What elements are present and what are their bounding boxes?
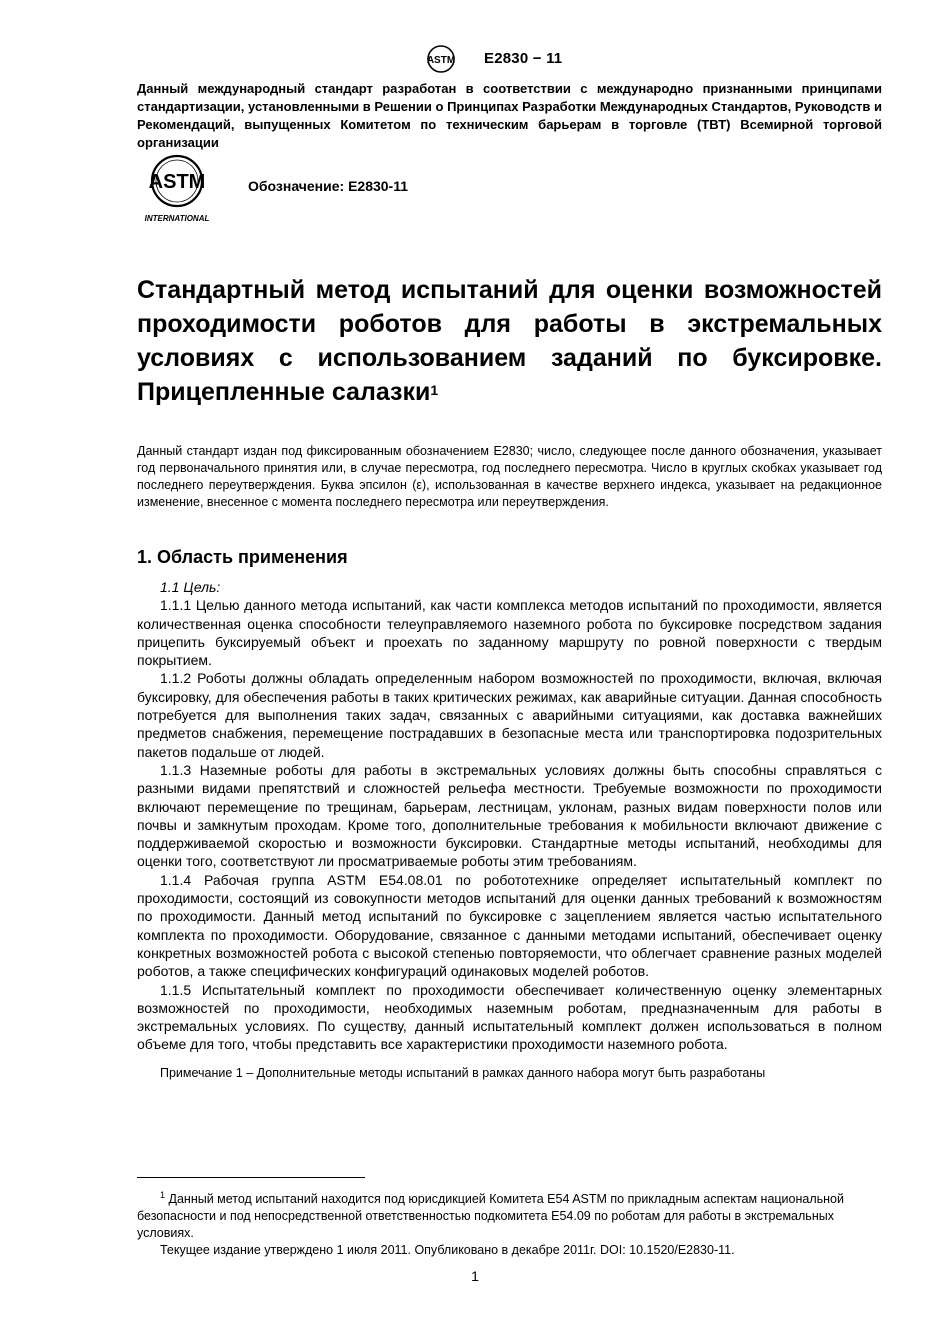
title-text: Стандартный метод испытаний для оценки возможностей проходимости роботов для работы в экстремальных условиях с использованием заданий по буксировке. Прицепленные салазки: [137, 276, 882, 406]
paragraph-1-1-1: 1.1.1 Целью данного метода испытаний, как части комплекса методов испытаний по проходимости, является количественная оценка способности телеуправляемого наземного робота по буксировке посредством задания прицепить буксируемый объект и проехать по заданному маршруту по ровной поверхности с твердым покрытием.: [137, 597, 882, 669]
designation: Обозначение: E2830-11: [248, 178, 409, 194]
footnote-divider: [137, 1177, 365, 1178]
paragraph-1-1-3: 1.1.3 Наземные роботы для работы в экстремальных условиях должны быть способны справляться с разными видами препятствий и сложностей рельефа местности. Требуемые возможности по проходимости включают перемещение по трещинам, барьерам, лестницам, уклонам, разных видам поверхности полов или почвы и замкнутым проходам. Кроме того, дополнительные требования к мобильности включают движение с поддерживаемой скоростью и возможности буксировки. Стандартные методы испытаний, необходимы для оценки того, соответствуют ли просматриваемые роботы этим требованиям.: [137, 761, 882, 870]
paragraph-1-1-4: 1.1.4 Рабочая группа ASTM E54.08.01 по робототехнике определяет испытательный комплект по проходимости, состоящий из совокупности методов испытаний для оценки данных требований к возможностям по проходимости. Данный метод испытаний по буксировке с зацеплением является частью испытательного комплекта по проходимости. Оборудование, связанное с данными методами испытаний, обеспечивает оценку конкретных возможностей робота с высокой степенью повторяемости, что облегчает сравнение разных моделей роботов, а также специфических конфигураций одинаковых моделей роботов.: [137, 871, 882, 980]
astm-international-logo-icon: [136, 153, 218, 225]
section-body: [137, 578, 882, 1082]
preface-paragraph: Данный стандарт издан под фиксированным обозначением E2830; число, следующее после данного обозначения, указывает год первоначального принятия или, в случае пересмотра, год последнего пересмотра. Число в круглых скобках указывает год последнего переутверждения. Буква эпсилон (ε), использованная в качестве верхнего индекса, указывает на редакционное изменение, внесенное с момента последнего пересмотра или переутверждения.: [137, 444, 882, 509]
footnote-body: Данный метод испытаний находится под юрисдикцией Комитета E54 ASTM по прикладным аспектам национальной безопасности и под непосредственной ответственностью подкомитета E54.09 по роботам для работы в экстремальных условиях.: [137, 1192, 844, 1241]
footnote-text: [137, 1187, 882, 1242]
intro-statement: Данный международный стандарт разработан в соответствии с международно признанными принципами стандартизации, установленными в Решении о Принципах Разработки Международных Стандартов, Руководств и Рекомендаций, выпущенных Комитетом по техническим барьерам в торговле (ТВТ) Всемирной торговой организации: [137, 81, 882, 150]
svg-text:INTERNATIONAL: INTERNATIONAL: [144, 214, 210, 223]
header-code: E2830 − 11: [484, 50, 563, 67]
document-title: [137, 273, 882, 409]
note-1: Примечание 1 – Дополнительные методы испытаний в рамках данного набора могут быть разработаны: [160, 1065, 766, 1080]
footnote-edition: Текущее издание утверждено 1 июля 2011. Опубликовано в декабре 2011г. DOI: 10.1520/E2830-11.: [160, 1243, 735, 1258]
astm-small-logo-icon: [424, 44, 458, 74]
page-header: [0, 44, 950, 76]
footnote-marker: 1: [160, 1190, 166, 1200]
svg-text:ASTM: ASTM: [426, 55, 456, 66]
subsection-heading: 1.1 Цель:: [160, 579, 221, 595]
page-number: 1: [471, 1268, 479, 1284]
paragraph-1-1-2: 1.1.2 Роботы должны обладать определенным набором возможностей по проходимости, включая, включая буксировку, для обеспечения работы в таких критических режимах, как аварийные ситуации. Данная способность потребуется для выполнения таких задач, связанных с аварийными ситуациями, как доставка важнейших предметов снабжения, перемещение пострадавших в безопасные места или транспортировка подозрительных пакетов подальше от людей.: [137, 670, 882, 760]
section-heading: 1. Область применения: [137, 547, 348, 567]
footnote: [137, 1187, 882, 1259]
paragraph-1-1-5: 1.1.5 Испытательный комплект по проходимости обеспечивает количественную оценку элементарных возможностей по проходимости, необходимых наземным роботам, предназначенным для работы в экстремальных условиях. По существу, данный испытательный комплект должен использоваться в полном объеме для того, чтобы представить все характеристики проходимости наземного робота.: [137, 981, 882, 1053]
svg-text:ASTM: ASTM: [148, 171, 206, 193]
title-footnote-marker: 1: [430, 382, 439, 398]
